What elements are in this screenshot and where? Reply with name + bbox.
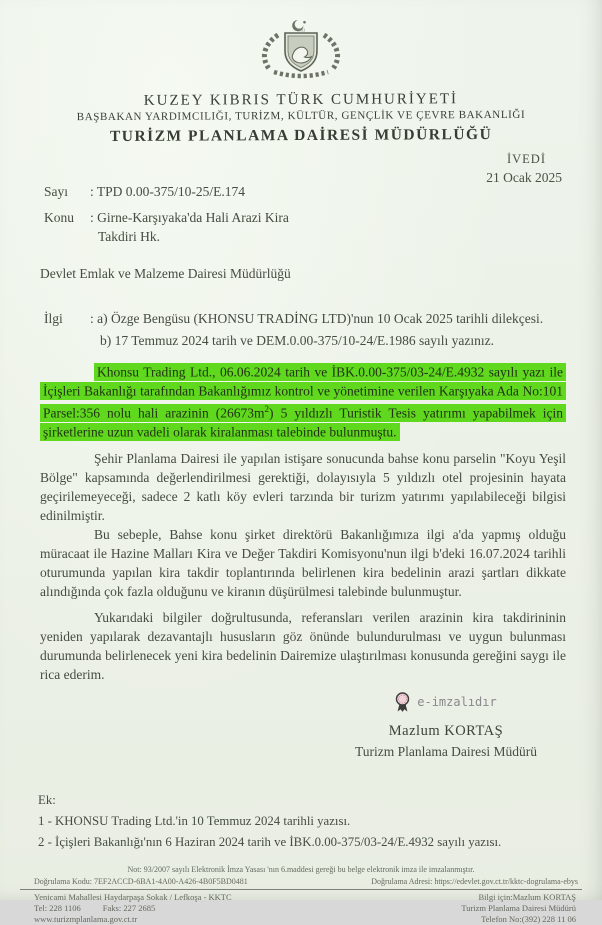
sayi-value: : TPD 0.00-375/10-25/E.174 [90,184,245,199]
urgency-label: İVEDİ [506,152,546,166]
paragraph-4: Yukarıdaki bilgiler doğrultusunda, referansları verilen arazinin kira takdirininin yeniden yapılarak dezavantajlı hususların göz önünde bulundurulması ve uygun bulunması durumunda belirlenecek yeni kira bedelinin Dairemize ulaştırılması konusunda gereğini saygı ile rica ederim. [40,609,566,682]
footer-address-block [34,892,232,925]
header-ministry: BAŞBAKAN YARDIMCILIĞI, TURİZM, KÜLTÜR, GENÇLİK VE ÇEVRE BAKANLIĞI [76,108,526,124]
attachment-item-2: 2 - İçişleri Bakanlığı'nın 6 Haziran 2024 tarih ve İBK.0.00-375/03-24/E.4932 sayılı yazısı. [38,834,502,849]
konu-value [90,208,289,246]
signature-block [306,692,586,760]
trnc-coat-of-arms [0,0,602,81]
konu-line1: : Girne-Karşıyaka'da Hali Arazi Kira [90,210,289,225]
konu-row [44,208,566,246]
p1-text-a: Khonsu Trading Ltd., 06.06.2024 tarih ve İBK.0.00-375/03-24/E.4932 sayılı yazı ile İçişleri Bakanlığı tarafından Bakanlığımız kontrol ve yönetimine verilen Karşıyaka Ada No:101 Parsel:356 nolu hali arazinin (26673m [43,364,563,421]
paragraph-2: Şehir Planlama Dairesi ile yapılan istişare sonucunda bahse konu parselin "Koyu Yeşil Bölge" kapsamında değerlendirilmesi gerektiği, dolayısıyla 5 yıldızlı otel projesinin hayata geçirilemeyeceği, sadece 2 katlı köy evleri tarzında bir turizm yatırımı yapılabileceği bilgisi edinilmiştir. [40,450,566,523]
sayi-label: Sayı [44,184,69,199]
p1-superscript: 2 [264,404,270,414]
konu-label: Konu [44,210,74,225]
esign-line [306,692,586,713]
p1-text-b: ) 5 yıldızlı Turistik Tesis yatırımı yapabilmek için şirketlerine uzun vadeli olarak kiralanması talebinde bulunmuştu. [43,405,563,440]
document-meta [44,182,566,246]
attachments-block [38,790,566,853]
esign-label: e-imzalıdır [417,695,497,709]
attachments-label: Ek: [38,792,56,807]
footer-contact-title: Turizm Planlama Dairesi Müdürü [461,902,576,913]
recipient-line: Devlet Emlak ve Malzeme Dairesi Müdürlüğü [40,266,291,281]
letter-body [40,362,566,684]
header-country: KUZEY KIBRIS TÜRK CUMHURİYETİ [143,91,459,109]
verification-line [20,875,582,890]
green-highlight [40,363,566,442]
verification-code: Doğrulama Kodu: 7EF2ACCD-6BA1-4A00-A426-4B0F5BD0481 [34,876,248,886]
coat-of-arms-icon [248,18,354,76]
attachment-item-1: 1 - KHONSU Trading Ltd.'in 10 Temmuz 2024 tarihli yazısı. [38,813,351,828]
letter-date: 21 Ocak 2025 [486,170,562,185]
footer-contact-phone: Telefon No:(392) 228 11 06 [481,913,576,924]
footer-phone-line [34,903,232,914]
header-department: TURİZM PLANLAMA DAİRESİ MÜDÜRLÜĞÜ [109,125,493,146]
paragraph-3: Bu sebeple, Bahse konu şirket direktörü Bakanlığımıza ilgi a'da yapmış olduğu müracaat ile Hazine Malları Kira ve Değer Takdiri Komisyonu'nun ilgi b'deki 16.07.2024 tarihli oturumunda yapılan kira takdir toplantırında belirlenen kira bedelinin arazi şartları dikkate alındığında çok fazla olduğunu ve kiranın düşürülmesi talebinde bulunmuştur. [40,526,566,599]
verification-address: Doğrulama Adresi: https://edevlet.gov.ct.tr/kktc-dogrulama-ebys [371,876,578,886]
footer [20,865,582,925]
signer-title: Turizm Planlama Dairesi Müdürü [354,743,538,759]
references-block [44,308,566,352]
footer-contact-name: Bilgi için:Mazlum KORTAŞ [478,891,576,902]
ilgi-items [90,308,543,352]
ilgi-item-b: b) 17 Temmuz 2024 tarih ve DEM.0.00-375/10-24/E.1986 sayılı yazınız. [100,333,494,348]
konu-line2: Takdiri Hk. [98,229,161,244]
footer-address: Yenicami Mahallesi Haydarpaşa Sokak / Lefkoşa - KKTC [34,891,232,902]
letterhead [0,89,602,147]
paragraph-highlighted [40,362,566,442]
footer-contact-block [461,892,576,925]
footer-website: www.turizmplanlama.gov.ct.tr [34,913,138,924]
urgency-date-block [486,152,562,186]
rosette-seal-icon [395,692,410,713]
ilgi-label: İlgi [44,311,63,326]
emblem-year: 1983 [296,27,306,33]
ilgi-item-a: : a) Özge Bengüsu (KHONSU TRADİNG LTD)'nun 10 Ocak 2025 tarihli dilekçesi. [90,311,544,326]
footer-note: Not: 93/2007 sayılı Elektronik İmza Yasası 'nın 6.maddesi gereği bu belge elektronik imza ile imzalanmıştır. [127,864,475,874]
signer-name: Mazlum KORTAŞ [388,722,504,739]
footer-fax: Faks: 227 2685 [102,902,156,913]
footer-tel: Tel: 228 1106 [34,902,81,913]
